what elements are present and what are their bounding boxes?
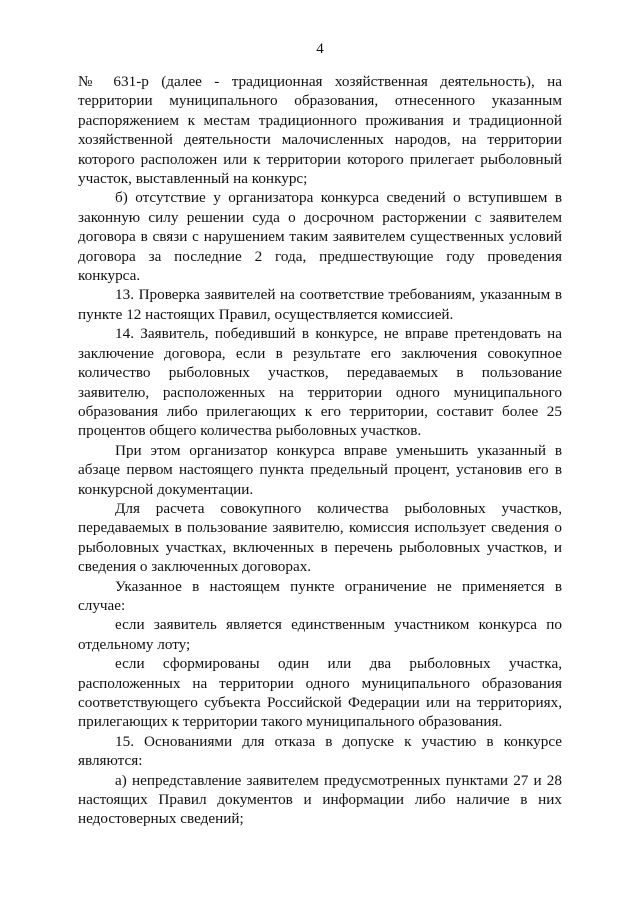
paragraph-14-reduction: При этом организатор конкурса вправе уменьшить указанный в абзаце первом настоящего пункта предельный процент, установив его в конкурсной документации. bbox=[78, 441, 562, 498]
paragraph-14-exception-intro: Указанное в настоящем пункте ограничение не применяется в случае: bbox=[78, 577, 562, 614]
paragraph-14-exception-single: если заявитель является единственным участником конкурса по отдельному лоту; bbox=[78, 616, 562, 653]
paragraph-13: 13. Проверка заявителей на соответствие требованиям, указанным в пункте 12 настоящих Правил, осуществляется комиссией. bbox=[78, 286, 562, 323]
paragraph-14: 14. Заявитель, победивший в конкурсе, не вправе претендовать на заключение договора, если в результате его заключения совокупное количество рыболовных участков, передаваемых в пользование заявителю, расположенных на территории одного муниципального образования либо прилегающих к его территории, составит более 25 процентов общего количества рыболовных участков. bbox=[78, 325, 562, 440]
paragraph-14-exception-plots: если сформированы один или два рыболовных участка, расположенных на территории одного муниципального образования соответствующего субъекта Российской Федерации или на территориях, прилегающих к территории такого муниципального образования. bbox=[78, 655, 562, 731]
paragraph-continuation: № 631-р (далее - традиционная хозяйственная деятельность), на территории муниципального образования, отнесенного указанным распоряжением к местам традиционного проживания и традиционной хозяйственной деятельности малочисленных народов, на территории которого расположен или к территории которого прилегает рыболовный участок, выставленный на конкурс; bbox=[78, 73, 562, 188]
paragraph-item-b: б) отсутствие у организатора конкурса сведений о вступившем в законную силу решении суда о досрочном расторжении с заявителем договора в связи с нарушением таким заявителем существенных условий договора за последние 2 года, предшествующие году проведения конкурса. bbox=[78, 189, 562, 285]
document-body bbox=[78, 72, 562, 829]
paragraph-15: 15. Основаниями для отказа в допуске к участию в конкурсе являются: bbox=[78, 732, 562, 770]
page-number: 4 bbox=[316, 41, 324, 57]
paragraph-15-item-a: а) непредставление заявителем предусмотренных пунктами 27 и 28 настоящих Правил документов и информации либо наличие в них недостоверных сведений; bbox=[78, 771, 562, 828]
paragraph-14-calculation: Для расчета совокупного количества рыболовных участков, передаваемых в пользование заявителю, комиссия использует сведения о рыболовных участках, включенных в перечень рыболовных участков, и сведения о заключенных договорах. bbox=[78, 499, 562, 576]
